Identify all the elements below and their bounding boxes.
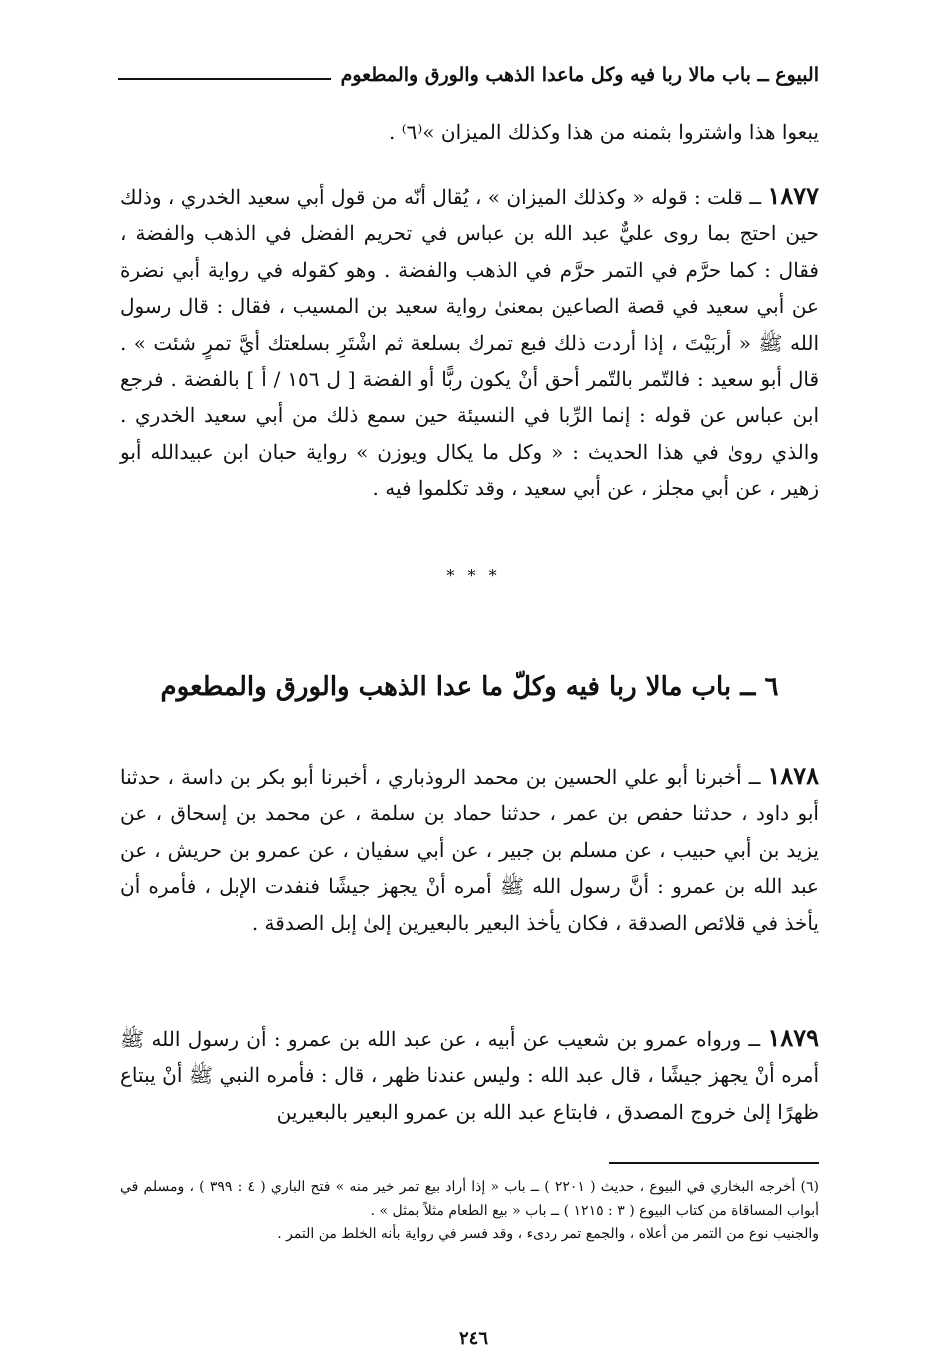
paragraph-1877	[120, 178, 819, 507]
paragraph-1879	[120, 1020, 819, 1130]
hadith-number: ١٨٧٩	[767, 1023, 819, 1052]
footnote-rule	[609, 1162, 819, 1164]
section-separator: * * *	[446, 566, 501, 585]
paragraph-1878	[120, 758, 819, 941]
continuation-text	[120, 114, 819, 150]
footnotes	[120, 1176, 819, 1247]
footnote-6: (٦) أخرجه البخاري في البيوع ، حديث ( ٢٢٠١ ) ــ باب « إذا أراد بيع تمر خير منه » فتح الباري ( ٤ : ٣٩٩ ) ، ومسلم في أبواب المساقاة من كتاب البيوع ( ٣ : ١٢١٥ ) ــ باب « بيع الطعام مثلاً بمثل » .	[120, 1179, 819, 1219]
hadith-dash: ــ	[741, 765, 768, 789]
hadith-number: ١٨٧٧	[767, 181, 820, 210]
header-rule	[118, 78, 331, 80]
running-header-title: البيوع ــ باب مالا ربا فيه وكل ماعدا الذهب والورق والمطعوم	[340, 64, 819, 86]
footnote-note: والجنيب نوع من التمر من أعلاه ، والجمع تمر ردىء ، وقد فسر في رواية بأنه الخلط من التمر .	[277, 1226, 819, 1242]
hadith-dash: ــ	[742, 185, 768, 209]
continuation-line: يبعوا هذا واشتروا بثمنه من هذا وكذلك الميزان »⁽٦⁾ .	[388, 120, 819, 144]
hadith-text: ورواه عمرو بن شعيب عن أبيه ، عن عبد الله بن عمرو : أن رسول الله ﷺ أمره أنْ يجهز جيشًا ، قال عبد الله : وليس عندنا ظهر ، قال : فأمره النبي ﷺ أنْ يبتاع ظهرًا إلىٰ خروج المصدق ، فابتاع عبد الله بن عمرو البعير بالبعيرين	[120, 1027, 819, 1124]
hadith-number: ١٨٧٨	[767, 761, 819, 790]
hadith-text: قلت : قوله « وكذلك الميزان » ، يُقال أنّه من قول أبي سعيد الخدري ، وذلك حين احتج بما روى عليٌّ عبد الله بن عباس في تحريم الفضل في الذهب والفضة ، فقال : كما حرَّم في التمر حرَّم في الذهب والفضة . وهو كقوله في رواية أبي نضرة عن أبي سعيد في قصة الصاعين بمعنىٰ رواية سعيد بن المسيب ، فقال : قال رسول الله ﷺ « أربَيْتَ ، إذا أردت ذلك فبع تمرك بسلعة ثم اشْتَرِ بسلعتك أيَّ تمرٍ شئت » . قال أبو سعيد : فالتّمر بالتّمر أحق أنْ يكون ربًّا أو الفضة [ ل ١٥٦ / أ ] بالفضة . فرجع ابن عباس عن قوله : إنما الرِّبا في النسيئة حين سمع ذلك من أبي سعيد الخدري . والذي روىٰ في هذا الحديث : « وكل ما يكال ويوزن » رواية حبان ابن عبيدالله أبو زهير ، عن أبي مجلز ، عن أبي سعيد ، وقد تكلموا فيه .	[120, 185, 820, 501]
page-number: ٢٤٦	[458, 1328, 488, 1349]
hadith-text: أخبرنا أبو علي الحسين بن محمد الروذباري ، أخبرنا أبو بكر بن داسة ، حدثنا أبو داود ، حدثنا حفص بن عمر ، حدثنا حماد بن سلمة ، عن محمد بن إسحاق ، عن يزيد بن أبي حبيب ، عن مسلم بن جبير ، عن أبي سفيان ، عن عمرو بن حريش ، عن عبد الله بن عمرو : أنَّ رسول الله ﷺ أمره أنْ يجهز جيشًا فنفدت الإبل ، فأمره أن يأخذ في قلائص الصدقة ، فكان يأخذ البعير بالبعيرين إلىٰ إبل الصدقة .	[120, 765, 819, 935]
hadith-dash: ــ	[741, 1027, 768, 1051]
running-header	[118, 58, 819, 92]
chapter-title: ٦ ــ باب مالا ربا فيه وكلّ ما عدا الذهب والورق والمطعوم	[160, 672, 779, 702]
